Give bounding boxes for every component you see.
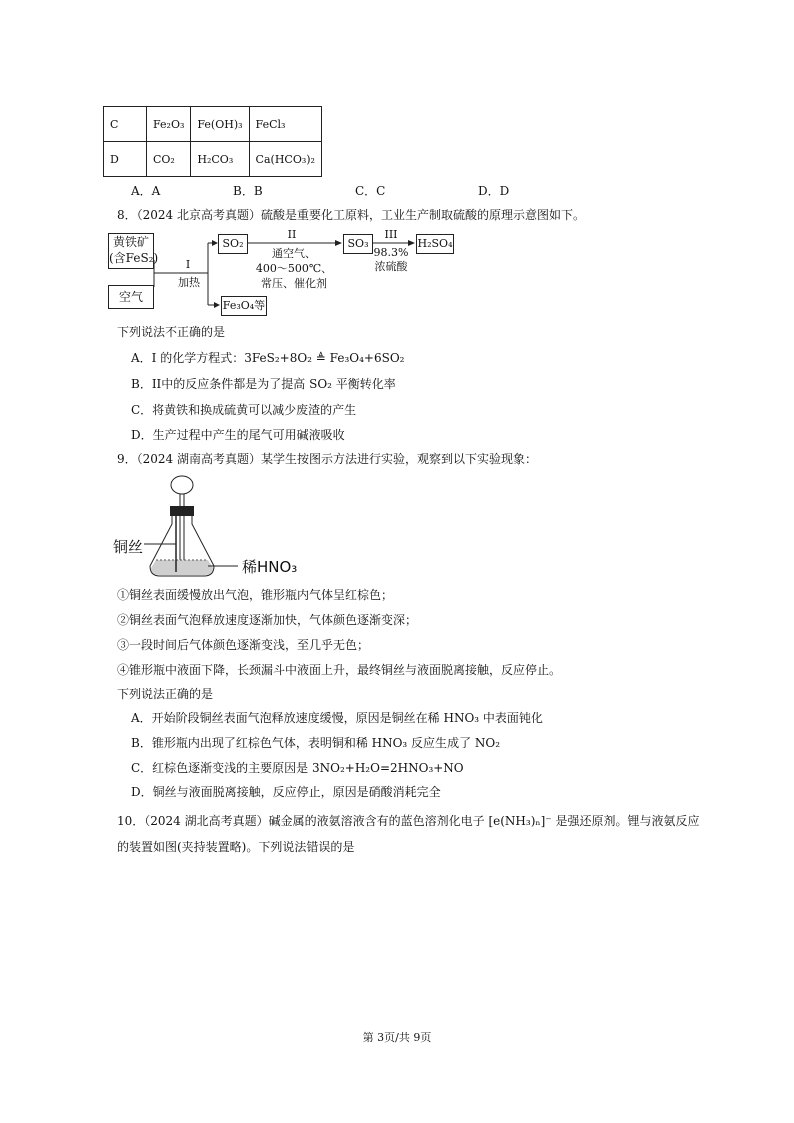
fe3o4-box: Fe₃O₄等 [221, 296, 267, 316]
sulfuric-acid-flow-diagram [108, 228, 453, 316]
q8-stem: 8．（2024 北京高考真题）硫酸是重要化工原料，工业生产制取硫酸的原理示意图如下。 [117, 208, 585, 222]
step2-condition-2: 400～500℃、 [255, 262, 333, 275]
q9-option-d: D．铜丝与液面脱离接触，反应停止，原因是硝酸消耗完全 [131, 785, 441, 799]
so3-box: SO₃ [343, 234, 373, 254]
q9-observation-1: ①铜丝表面缓慢放出气泡，锥形瓶内气体呈红棕色； [117, 588, 394, 602]
q7-choice-d: D．D [478, 184, 510, 198]
air-box: 空气 [108, 285, 154, 309]
pyrite-box [108, 233, 159, 269]
copper-wire-label: 铜丝 [113, 538, 144, 556]
q8-question: 下列说法不正确的是 [117, 325, 226, 339]
q9-option-b: B．锥形瓶内出现了红棕色气体，表明铜和稀 HNO₃ 反应生成了 NO₂ [131, 736, 501, 750]
step1-label: I [185, 258, 191, 271]
step3-label: III [384, 228, 398, 241]
table-cell: Fe(OH)₃ [191, 107, 249, 142]
step3-condition-2: 浓硫酸 [374, 260, 408, 273]
solvated-electron-formula: [e(NH₃)ₙ]⁻ [488, 814, 552, 828]
q8-option-b: B．II中的反应条件都是为了提高 SO₂ 平衡转化率 [131, 377, 396, 391]
pyrite-label: 黄铁矿 [112, 235, 149, 249]
q9-observation-3: ③一段时间后气体颜色逐渐变浅，至几乎无色； [117, 638, 370, 652]
step2-condition-3: 常压、催化剂 [261, 277, 327, 290]
step1-condition: 加热 [178, 276, 200, 289]
table-cell: Ca(HCO₃)₂ [249, 142, 321, 177]
q9-option-c: C．红棕色逐渐变浅的主要原因是 3NO₂+H₂O=2HNO₃+NO [131, 761, 464, 775]
q8-option-c: C．将黄铁和换成硫黄可以减少废渣的产生 [131, 403, 357, 417]
table-cell: CO₂ [147, 142, 191, 177]
page-number: 第 3页/共 9页 [362, 1031, 432, 1044]
table-cell: H₂CO₃ [191, 142, 249, 177]
dilute-nitric-acid-label: 稀HNO₃ [242, 558, 298, 576]
q7-choice-a: A．A [131, 184, 161, 198]
q8-option-a: A．I 的化学方程式：3FeS₂+8O₂ ≜ Fe₃O₄+6SO₂ [131, 351, 405, 365]
table-cell: C [104, 107, 147, 142]
table-cell: D [104, 142, 147, 177]
table-row [104, 142, 322, 177]
options-table [103, 106, 322, 177]
q10-stem-line1 [117, 812, 699, 829]
step3-condition-1: 98.3% [373, 246, 409, 259]
q9-observation-4: ④锥形瓶中液面下降，长颈漏斗中液面上升，最终铜丝与液面脱离接触，反应停止。 [117, 663, 562, 677]
table-cell: FeCl₃ [249, 107, 321, 142]
q9-stem: 9．（2024 湖南高考真题）某学生按图示方法进行实验，观察到以下实验现象： [117, 452, 537, 466]
q9-observation-2: ②铜丝表面气泡释放速度逐渐加快，气体颜色逐渐变深； [117, 613, 418, 627]
step2-label: II [287, 228, 297, 241]
pyrite-formula: (含FeS₂) [109, 251, 159, 265]
table-row [104, 107, 322, 142]
q9-question: 下列说法正确的是 [117, 687, 214, 701]
q10-stem-part1: 10．（2024 湖北高考真题）碱金属的液氨溶液含有的蓝色溶剂化电子 [117, 814, 485, 828]
q9-option-a: A．开始阶段铜丝表面气泡释放速度缓慢，原因是铜丝在稀 HNO₃ 中表面钝化 [131, 711, 543, 725]
copper-nitric-apparatus [110, 468, 310, 580]
q7-choice-b: B．B [233, 184, 263, 198]
q7-choice-c: C．C [355, 184, 386, 198]
q10-stem-line2: 的装置如图(夹持装置略)。下列说法错误的是 [117, 840, 355, 854]
h2so4-box: H₂SO₄ [416, 234, 454, 254]
so2-box: SO₂ [218, 234, 248, 254]
q8-option-d: D．生产过程中产生的尾气可用碱液吸收 [131, 428, 345, 442]
step2-condition-1: 通空气、 [272, 247, 316, 260]
q10-stem-part2: 是强还原剂。锂与液氨反应 [555, 814, 700, 828]
table-cell: Fe₂O₃ [147, 107, 191, 142]
